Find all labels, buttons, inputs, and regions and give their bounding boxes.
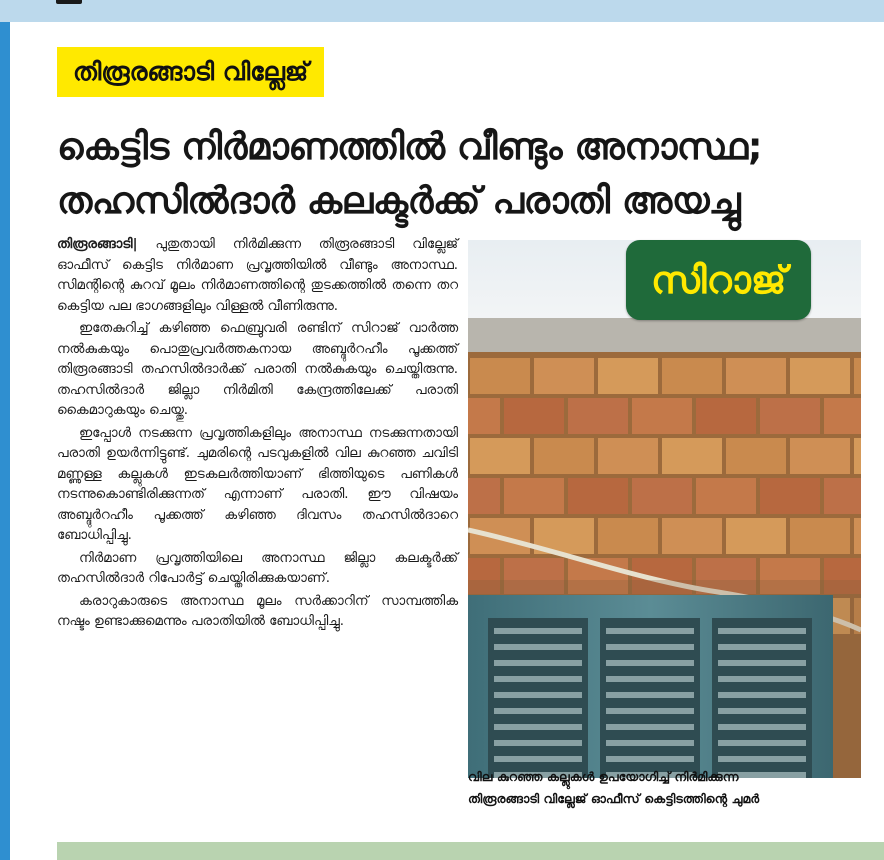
brick <box>468 478 500 514</box>
window-louver <box>606 628 694 634</box>
window-louver <box>718 660 806 666</box>
brick <box>662 518 722 554</box>
window-louver <box>718 692 806 698</box>
brick <box>854 358 861 394</box>
brick <box>504 398 564 434</box>
window-louver <box>718 724 806 730</box>
brick <box>470 438 530 474</box>
brick <box>696 398 756 434</box>
headline <box>57 120 867 228</box>
paragraph-2: ഇതേകുറിച്ച് കഴിഞ്ഞ ഫെബ്രുവരി രണ്ടിന് സിറാജ് വാർത്ത നൽകുകയും പൊതുപ്രവർത്തകനായ അബ്ദുർറഹീം പൂക്കത്ത് തിരൂരങ്ങാടി തഹസിൽദാർക്ക് പരാതി നൽകുകയും ചെയ്തിരുന്നു. തഹസിൽദാർ ജില്ലാ നിർമിതി കേന്ദ്രത്തിലേക്ക് പരാതി കൈമാറുകയും ചെയ്തു. <box>57 321 458 418</box>
brick <box>790 438 850 474</box>
paragraph-5: കരാറുകാരുടെ അനാസ്ഥ മൂലം സർക്കാറിന് സാമ്പത്തിക നഷ്ടം ഉണ്ടാക്കുമെന്നും പരാതിയിൽ ബോധിപ്പിച്ചു. <box>57 593 458 629</box>
dateline: തിരൂരങ്ങാടി| <box>57 237 138 252</box>
brick <box>632 398 692 434</box>
brick <box>790 518 850 554</box>
caption-line-2: തിരൂരങ്ങാടി വില്ലേജ് ഓഫീസ് കെട്ടിടത്തിന്റെ ചുമർ <box>468 791 760 806</box>
top-strip <box>0 0 884 23</box>
window-louver <box>606 740 694 746</box>
wall-photo-illustration <box>468 240 861 778</box>
article-body <box>57 235 458 635</box>
window-louver <box>606 644 694 650</box>
brick <box>598 358 658 394</box>
brick <box>632 478 692 514</box>
window-louver <box>718 628 806 634</box>
brick <box>568 398 628 434</box>
left-rail <box>0 22 10 860</box>
paragraph-4: നിർമാണ പ്രവൃത്തിയിലെ അനാസ്ഥ ജില്ലാ കലക്ടർക്ക് തഹസിൽദാർ റിപോർട്ട് ചെയ്തിരിക്കുകയാണ്. <box>57 550 458 586</box>
window-louver <box>606 660 694 666</box>
footer-strip <box>57 842 884 860</box>
brick <box>824 398 861 434</box>
header-mark <box>56 0 82 4</box>
window-louver <box>718 708 806 714</box>
brick <box>662 358 722 394</box>
window-louver <box>718 644 806 650</box>
brick <box>696 478 756 514</box>
window-louver <box>606 676 694 682</box>
brick <box>790 358 850 394</box>
brick <box>534 438 594 474</box>
window-louver <box>606 708 694 714</box>
window-louver <box>494 692 582 698</box>
window-louver <box>718 756 806 762</box>
brick <box>854 438 861 474</box>
brick <box>468 398 500 434</box>
brick <box>470 358 530 394</box>
paragraph-1 <box>57 235 458 317</box>
brick <box>760 478 820 514</box>
window-louver <box>494 756 582 762</box>
window-louver <box>718 740 806 746</box>
wall-photo <box>468 240 861 778</box>
window-louver <box>606 724 694 730</box>
brick <box>760 398 820 434</box>
paragraph-1-text: പുതുതായി നിർമിക്കുന്ന തിരൂരങ്ങാടി വില്ലേജ് ഓഫീസ് കെട്ടിട നിർമാണ പ്രവൃത്തിയിൽ വീണ്ടും അനാസ്ഥ. സിമന്റിന്റെ കുറവ് മൂലം നിർമാണത്തിന്റെ തുടക്കത്തിൽ തന്നെ തറ കെട്ടിയ പല ഭാഗങ്ങളിലും വിള്ളൽ വീണിരുന്നു. <box>57 237 459 314</box>
brick <box>726 358 786 394</box>
window-louver <box>494 660 582 666</box>
brick <box>662 438 722 474</box>
brick <box>504 478 564 514</box>
brick <box>598 438 658 474</box>
section-kicker: തിരൂരങ്ങാടി വില്ലേജ് <box>57 47 324 97</box>
brick <box>534 358 594 394</box>
brick <box>726 518 786 554</box>
window-louver <box>494 676 582 682</box>
brick <box>854 518 861 554</box>
window-louver <box>718 676 806 682</box>
brick <box>824 478 861 514</box>
headline-line-2: തഹസിൽദാർ കലക്ടർക്ക് പരാതി അയച്ചു <box>57 179 741 222</box>
brick <box>726 438 786 474</box>
window-louver <box>494 740 582 746</box>
byline-logo: സിറാജ് <box>626 240 811 320</box>
window-louver <box>494 644 582 650</box>
news-clipping <box>10 22 884 860</box>
window-louver <box>494 708 582 714</box>
caption-line-1: വില കുറഞ്ഞ കല്ലുകൾ ഉപയോഗിച്ച് നിർമിക്കുന്ന <box>468 769 739 784</box>
brick <box>598 518 658 554</box>
window-louver <box>494 724 582 730</box>
window-louver <box>606 692 694 698</box>
headline-line-1: കെട്ടിട നിർമാണത്തിൽ വീണ്ടും അനാസ്ഥ; <box>57 125 763 168</box>
window-louver <box>606 756 694 762</box>
brick <box>568 478 628 514</box>
photo-caption <box>468 766 861 810</box>
window-louver <box>494 628 582 634</box>
paragraph-3: ഇപ്പോൾ നടക്കുന്ന പ്രവൃത്തികളിലും അനാസ്ഥ നടക്കുന്നതായി പരാതി ഉയർന്നിട്ടുണ്ട്. ചുമരിന്റെ പടവുകളിൽ വില കുറഞ്ഞ ചവിടി മണ്ണുള്ള കല്ലുകൾ ഇടകലർത്തിയാണ് ഭിത്തിയുടെ പണികൾ നടന്നുകൊണ്ടിരിക്കുന്നത് എന്നാണ് പരാതി. ഈ വിഷയം അബ്ദുർറഹീം പൂക്കത്ത് കഴിഞ്ഞ ദിവസം തഹസിൽദാറെ ബോധിപ്പിച്ചു. <box>57 425 458 543</box>
